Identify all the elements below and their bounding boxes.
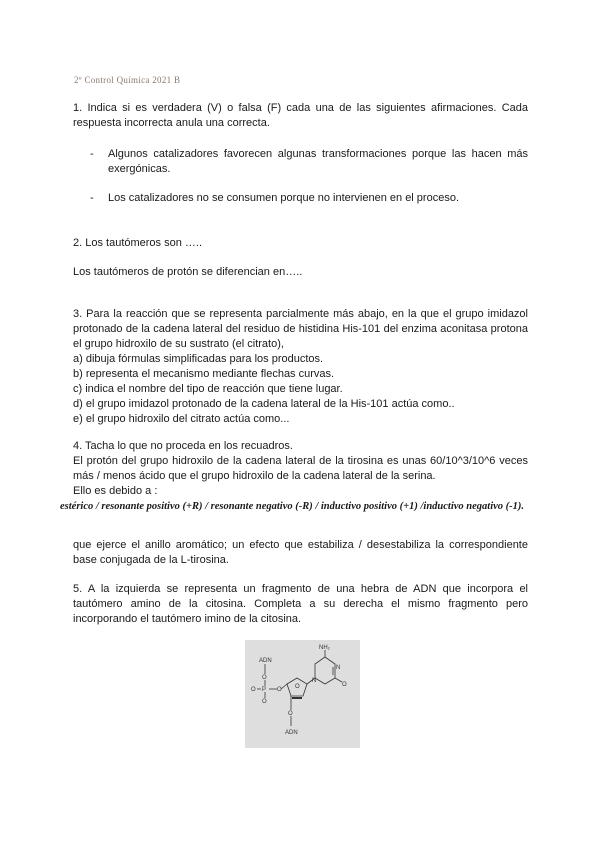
- o-label: O: [262, 675, 267, 681]
- bond-line: [335, 678, 342, 682]
- o-label: O: [288, 711, 293, 717]
- q3-intro: 3. Para la reacción que se representa parcialmente más abajo, en la que el grupo imidazol protonado de la cadena lateral del residuo de histidina His-101 del enzima aconitasa protona el grupo hidroxilo de su sustrato (el citrato),: [73, 308, 528, 350]
- o-label: O: [262, 699, 267, 705]
- nh2-label: NH₂: [319, 645, 330, 651]
- cytosine-ring: [315, 657, 335, 684]
- q4-options: estérico / resonante positivo (+R) / resonante negativo (-R) / inductivo positivo (+1) /inductivo negativo (-1).: [60, 501, 525, 512]
- adn-top-label: ADN: [259, 658, 272, 664]
- q1-bullet-1-text: Algunos catalizadores favorecen algunas transformaciones porque las hacen más exergónicas.: [108, 148, 528, 175]
- q3-item-a: a) dibuja fórmulas simplificadas para los productos.: [73, 353, 324, 365]
- q5-text: 5. A la izquierda se representa un fragmento de una hebra de ADN que incorpora el tautómero amino de la citosina. Completa a su derecha el mismo fragmento pero incorporando el tautómero imino de la citosina.: [73, 583, 528, 625]
- n-label: N: [312, 678, 317, 684]
- o-label: O: [295, 684, 300, 690]
- q3-item-d: d) el grupo imidazol protonado de la cadena lateral de la His-101 actúa como..: [73, 398, 455, 410]
- q1-intro: 1. Indica si es verdadera (V) o falsa (F) cada una de las siguientes afirmaciones. Cada respuesta incorrecta anula una correcta.: [73, 102, 528, 129]
- bullet-dash: -: [90, 192, 94, 204]
- q4-line-2: El protón del grupo hidroxilo de la cadena lateral de la tirosina es unas 60/10^3/10^6 veces más / menos ácido que el grupo hidroxilo de la cadena lateral de la serina.: [73, 455, 528, 482]
- q2-line-1: 2. Los tautómeros son …..: [73, 237, 203, 249]
- q2-line-2: Los tautómeros de protón se diferencian en…..: [73, 266, 303, 278]
- q3-item-c: c) indica el nombre del tipo de reacción que tiene lugar.: [73, 383, 343, 395]
- adn-bottom-label: ADN: [285, 730, 298, 736]
- o-label: O: [342, 682, 347, 688]
- q3-item-e: e) el grupo hidroxilo del citrato actúa como...: [73, 413, 290, 425]
- q3-item-b: b) representa el mecanismo mediante flechas curvas.: [73, 368, 335, 380]
- q4-line-3: Ello es debido a :: [73, 485, 158, 497]
- o-label: O: [277, 687, 282, 693]
- o-label: O: [251, 687, 256, 693]
- bond-line: [281, 684, 287, 689]
- q4-line-4: que ejerce el anillo aromático; un efecto que estabiliza / desestabiliza la correspondiente base conjugada de la L-tirosina.: [73, 539, 528, 566]
- dna-fragment-figure: [245, 640, 360, 748]
- page-header: 2º Control Química 2021 B: [74, 75, 181, 85]
- q1-bullet-2-text: Los catalizadores no se consumen porque no intervienen en el proceso.: [108, 192, 460, 204]
- dna-structure-drawing: [245, 640, 360, 748]
- n-label: N: [336, 665, 341, 671]
- q4-line-1: 4. Tacha lo que no proceda en los recuadros.: [73, 440, 293, 452]
- p-label: P: [262, 687, 267, 693]
- bullet-dash: -: [90, 148, 94, 160]
